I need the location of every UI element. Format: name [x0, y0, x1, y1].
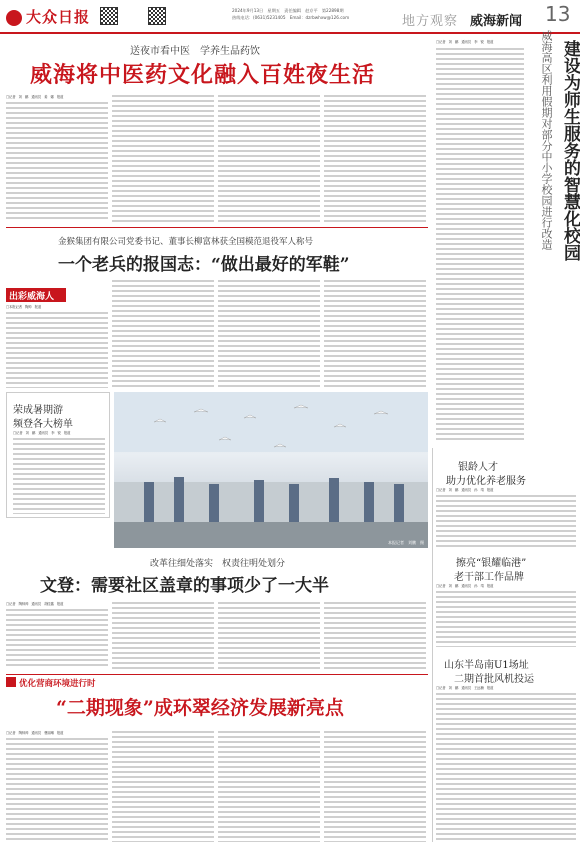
- section-name: 威海新闻: [470, 14, 523, 29]
- brief3-body: [436, 693, 576, 842]
- story1-body: [6, 102, 108, 222]
- sidebar-subhead: 建设为师生服务的智慧化校园: [560, 40, 580, 261]
- story1-byline: □记者 刘 鹏 通讯员 姜 娜 报道: [6, 95, 64, 99]
- story4-tag: 优化营商环境进行时: [19, 679, 96, 689]
- logo-mark-icon: [6, 10, 22, 26]
- brief1-body: [436, 495, 576, 547]
- story3-kicker: 改革往细处落实 权责往明处划分: [150, 559, 286, 569]
- story1-kicker: 送夜市看中医 学养生品药饮: [130, 46, 260, 57]
- sidebar-headline: 威海高区利用假期对部分中小学校园进行改造: [540, 30, 553, 250]
- divider: [6, 227, 428, 228]
- box-title: 频登各大榜单: [13, 419, 73, 430]
- story2-body: [218, 280, 320, 388]
- box-title: 荣成暑期游: [13, 405, 63, 416]
- masthead: [0, 0, 580, 34]
- brief3-title: 山东半岛南U1场址: [444, 660, 529, 671]
- story1-body: [324, 95, 426, 222]
- brief2-title: 擦亮“银耀临港”: [456, 558, 527, 569]
- story4-headline: “二期现象”成环翠经济发展新亮点: [56, 697, 344, 719]
- story4-body: [324, 731, 426, 842]
- brief3-byline: □记者 刘 鹏 通讯员 王远楠 报道: [436, 686, 494, 690]
- story1-body: [218, 95, 320, 222]
- brief1-byline: □记者 刘 鹏 通讯员 孙 靖 报道: [436, 488, 494, 492]
- qr-code-icon: [100, 7, 118, 25]
- story2-body: [324, 280, 426, 388]
- story2-body: [6, 312, 108, 388]
- page-number: 13: [545, 2, 571, 26]
- news-photo: [114, 392, 428, 548]
- photo-illustration: [114, 392, 428, 548]
- story4-byline: □记者 陶帅帅 通讯员 曹丽琳 报道: [6, 731, 64, 735]
- story3-body: [324, 602, 426, 669]
- story3-headline: 文登：需要社区盖章的事项少了一大半: [40, 576, 329, 596]
- brief1-title: 银龄人才: [458, 462, 498, 473]
- story2-headline: 一个老兵的报国志：“做出最好的军鞋”: [58, 255, 350, 275]
- story4-body: [112, 731, 214, 842]
- brief1-title: 助力优化养老服务: [446, 476, 526, 487]
- side-box: [6, 392, 110, 518]
- qr-code-icon: [148, 7, 166, 25]
- column-badge: 出彩威海人: [6, 288, 66, 302]
- sidebar-byline: □记者 刘 鹏 通讯员 李 锐 报道: [436, 40, 494, 44]
- story1-body: [112, 95, 214, 222]
- sidebar-body: [436, 48, 524, 443]
- newspaper-logo: 大众日报: [6, 6, 96, 26]
- story3-body: [112, 602, 214, 669]
- photo-caption: 本报记者 刘鹏 摄: [388, 540, 424, 545]
- brief3-title: 二期首批风机投运: [454, 674, 534, 685]
- brief2-body: [436, 591, 576, 647]
- story2-body: [112, 280, 214, 388]
- story3-body: [218, 602, 320, 669]
- box-byline: □记者 刘 鹏 通讯员 李 锐 报道: [13, 431, 71, 435]
- brief2-byline: □记者 刘 鹏 通讯员 孙 靖 报道: [436, 584, 494, 588]
- story2-byline: □本报记者 陶帅 报道: [6, 305, 41, 309]
- date-line: 2024年9月13日 星期五 责任编辑 赵京平 第22898期: [232, 8, 344, 13]
- story3-body: [6, 609, 108, 669]
- story2-kicker: 金猴集团有限公司党委书记、董事长柳富林获全国模范退役军人称号: [58, 237, 314, 247]
- box-body: [13, 438, 105, 514]
- divider: [6, 674, 428, 675]
- story4-body: [218, 731, 320, 842]
- story4-body: [6, 738, 108, 842]
- story1-headline: 威海将中医药文化融入百姓夜生活: [30, 62, 376, 88]
- contact-line: 热线电话：(0631)5231405 Email：dzrbwhxw@126.com: [232, 15, 350, 20]
- column-rule: [432, 448, 433, 842]
- brief2-title: 老干部工作品牌: [454, 572, 524, 583]
- section-label: 地方观察: [402, 14, 459, 29]
- tag-mark-icon: [6, 677, 16, 687]
- story3-byline: □记者 陶帅帅 通讯员 胡佳鑫 报道: [6, 602, 64, 606]
